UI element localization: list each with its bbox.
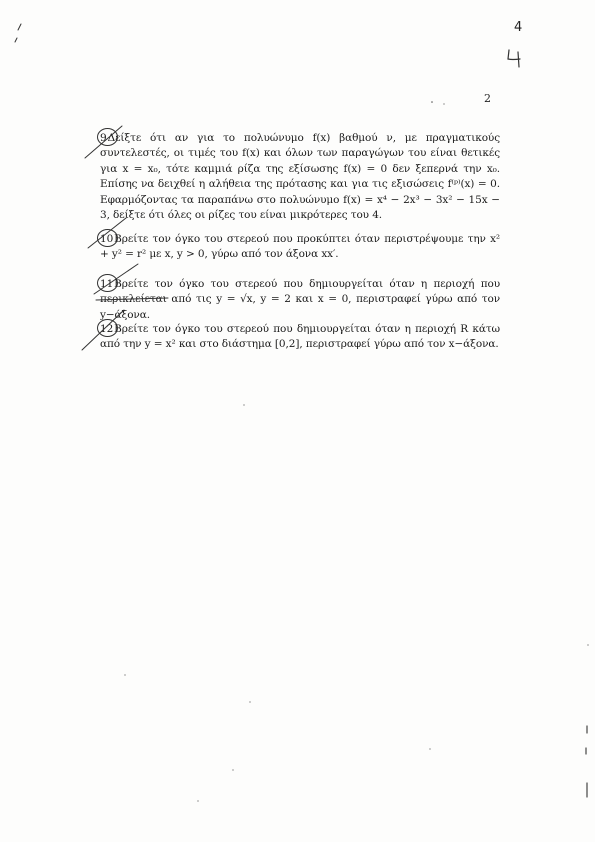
problem-9 xyxy=(100,131,500,223)
problem-number: 10 xyxy=(100,232,113,247)
problem-10 xyxy=(100,232,500,263)
speck xyxy=(587,644,588,645)
speck xyxy=(232,769,233,770)
problem-text: Βρείτε τον όγκο του στερεού που δημιουργείται όταν η περιοχή που περικλείεται από τις y = √x, y = 2 και x = 0, περιστραφεί γύρω από τον y−άξονα. xyxy=(100,278,500,321)
speck xyxy=(429,748,430,749)
problem-11 xyxy=(100,277,500,323)
speck xyxy=(243,404,244,405)
page-number: 2 xyxy=(484,92,491,105)
problem-text: Δείξτε ότι αν για το πολυώνυμο f(x) βαθμού ν, με πραγματικούς συντελεστές, οι τιμές του f(x) και όλων των παραγώγων του είναι θετικές για x = x₀, τότε καμμιά ρίζα της εξίσωσης f(x) = 0 δεν ξεπερνά την x₀. Επίσης να δειχθεί η αλήθεια της πρότασης και για τις εξισώσεις f⁽ᵖ⁾(x) = 0. Εφαρμόζοντας τα παραπάνω στο πολυώνυμο f(x) = x⁴ − 2x³ − 3x² − 15x − 3, δείξτε ότι όλες οι ρίζες του είναι μικρότερες του 4. xyxy=(100,132,500,222)
problem-12 xyxy=(100,322,500,353)
problem-number: 12 xyxy=(100,322,113,337)
pen-stroke xyxy=(18,24,21,30)
handwritten-mark-icon xyxy=(506,48,528,68)
speck xyxy=(197,800,198,801)
problem-text: Βρείτε τον όγκο του στερεού που δημιουργείται όταν η περιοχή R κάτω από την y = x² και στο διάστημα [0,2], περιστραφεί γύρω από τον x−άξονα. xyxy=(100,323,500,351)
problem-number: 11 xyxy=(100,277,113,292)
speck xyxy=(431,101,433,103)
problem-text: Βρείτε τον όγκο του στερεού που προκύπτει όταν περιστρέψουμε την x² + y² = r² με x, y > 0, γύρω από τον άξονα xx′. xyxy=(100,233,500,261)
speck xyxy=(249,701,250,702)
corner-page-number: 4 xyxy=(514,20,523,35)
pen-stroke xyxy=(15,38,17,42)
speck xyxy=(443,103,444,104)
speck xyxy=(124,674,125,675)
problem-number: 9 xyxy=(100,131,107,146)
